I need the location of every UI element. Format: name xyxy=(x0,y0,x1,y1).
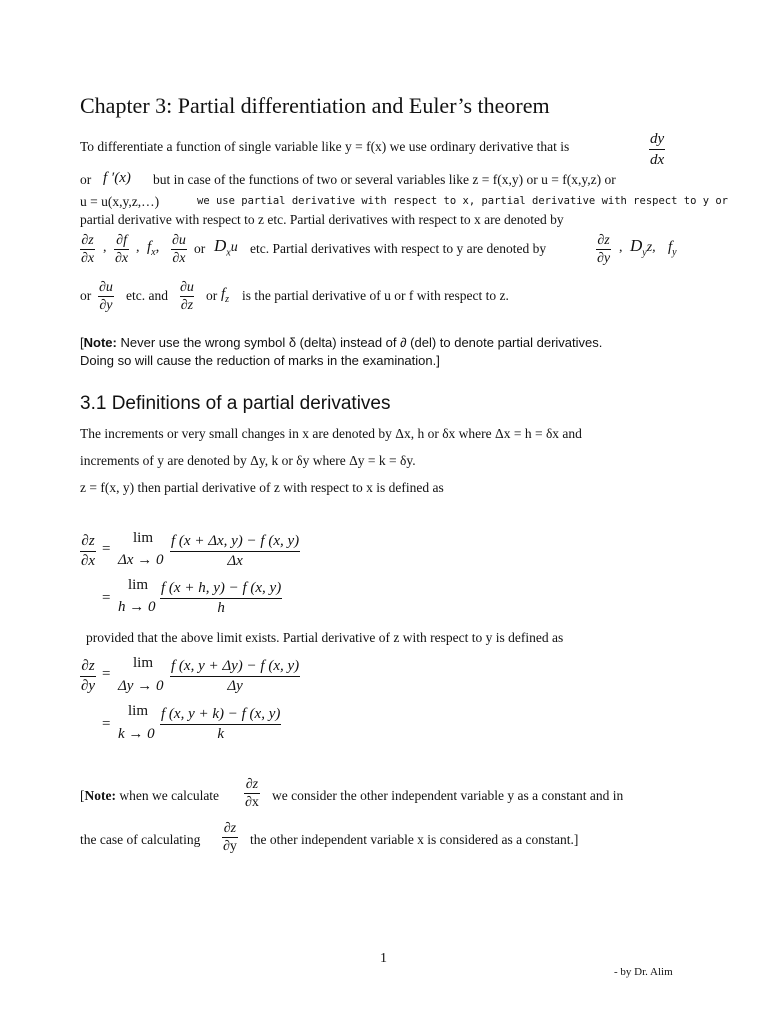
frac-denominator: ∂y xyxy=(223,839,237,854)
defs-line-3: z = f(x, y) then partial derivative of z with respect to x is defined as xyxy=(80,480,444,495)
dz-dy-fraction xyxy=(596,232,611,267)
note-2-line-2-end: the other independent variable x is considered as a constant.] xyxy=(250,832,579,847)
frac-numerator: ∂z xyxy=(81,533,95,549)
frac-denominator: ∂x xyxy=(245,795,259,810)
frac-denominator: ∂y xyxy=(99,298,113,313)
frac-denominator: ∂x xyxy=(172,251,186,266)
chapter-title: Chapter 3: Partial differentiation and Euler’s theorem xyxy=(80,93,550,118)
frac-numerator: ∂z xyxy=(245,777,259,792)
frac-numerator: ∂z xyxy=(223,821,237,836)
intro-line-1: To differentiate a function of single variable like y = f(x) we use ordinary derivative that is xyxy=(80,139,570,154)
lim-label: lim xyxy=(133,655,154,671)
eq2-rhs-fraction-1 xyxy=(170,657,300,696)
section-title: 3.1 Definitions of a partial derivatives xyxy=(80,393,391,414)
lim-subscript: Δy → 0 xyxy=(118,678,164,694)
frac-numerator: ∂z xyxy=(81,233,94,248)
fx-symbol xyxy=(147,239,159,258)
defs-line-1: The increments or very small changes in x are denoted by Δx, h or δx where Δx = h = δx and xyxy=(80,426,582,441)
df-dx-fraction xyxy=(114,232,129,267)
note-2-line-2-start: the case of calculating xyxy=(80,832,201,847)
intro-line-6-etc: etc. and xyxy=(126,288,168,303)
provided-line: provided that the above limit exists. Partial derivative of z with respect to y is defined as xyxy=(86,630,564,645)
du-dx-fraction xyxy=(171,232,187,267)
intro-line-6-or: or xyxy=(80,288,92,303)
dz-dx-fraction xyxy=(80,232,95,267)
frac-denominator: ∂y xyxy=(597,251,611,266)
bracket: [ xyxy=(80,788,85,803)
frac-numerator: ∂z xyxy=(81,658,95,674)
eq1-rhs-fraction-2 xyxy=(160,579,282,618)
lim-subscript: k → 0 xyxy=(118,726,155,742)
d-letter: D xyxy=(630,236,643,255)
lim-label: lim xyxy=(128,703,149,719)
note-label: Note: xyxy=(84,788,116,803)
f-letter: f xyxy=(668,239,673,255)
intro-line-6-or2: or xyxy=(206,288,218,303)
dz-dx-note-fraction xyxy=(244,776,260,811)
d-letter: D xyxy=(214,236,227,255)
f-letter: f xyxy=(147,239,152,255)
du-dy-fraction xyxy=(98,279,114,314)
equals-sign: = xyxy=(102,716,111,732)
note-1-line-2: Doing so will cause the reduction of marks in the examination.] xyxy=(80,353,440,368)
note-text: when we calculate xyxy=(119,788,220,803)
note-2-line-1-start xyxy=(80,788,219,804)
eq2-lhs-fraction xyxy=(80,657,96,696)
frac-numerator: f (x, y + k) − f (x, y) xyxy=(161,706,281,722)
intro-line-6-text: is the partial derivative of u or f with respect to z. xyxy=(242,288,509,303)
lim-subscript: Δx → 0 xyxy=(118,552,164,568)
equals-sign: = xyxy=(102,590,111,606)
u-letter: u xyxy=(230,240,238,255)
intro-line-2-or: or xyxy=(80,172,92,187)
intro-line-3-a: u = u(x,y,z,…) xyxy=(80,194,160,209)
frac-numerator: ∂z xyxy=(597,233,610,248)
subscript: y xyxy=(642,247,647,259)
subscript: y xyxy=(672,247,677,258)
note-text: Never use the wrong symbol δ (delta) instead of ∂ (del) to denote partial derivatives. xyxy=(120,335,603,350)
comma: , xyxy=(103,240,107,255)
frac-denominator: ∂y xyxy=(81,678,96,694)
frac-numerator: ∂u xyxy=(180,280,194,295)
defs-line-2: increments of y are denoted by Δy, k or δy where Δy = k = δy. xyxy=(80,453,416,468)
intro-line-2-text: but in case of the functions of two or several variables like z = f(x,y) or u = f(x,y,z) or xyxy=(153,172,616,187)
lim-label: lim xyxy=(133,530,154,546)
frac-numerator: ∂f xyxy=(116,233,127,248)
frac-denominator: ∂x xyxy=(81,553,96,569)
intro-line-5-text: etc. Partial derivatives with respect to y are denoted by xyxy=(250,241,547,256)
note-label: Note: xyxy=(83,335,117,350)
lim-subscript: h → 0 xyxy=(118,599,156,615)
comma: , xyxy=(155,239,160,255)
frac-numerator: ∂u xyxy=(172,233,186,248)
lim-label: lim xyxy=(128,577,149,593)
frac-numerator: ∂u xyxy=(99,280,113,295)
equals-sign: = xyxy=(102,541,111,557)
fy-symbol xyxy=(668,239,677,258)
f-letter: f xyxy=(221,286,226,302)
comma: , xyxy=(619,240,623,255)
frac-denominator: k xyxy=(160,724,281,744)
dy-dx-fraction xyxy=(649,129,665,170)
or-text: or xyxy=(194,241,206,256)
f-prime-x: f ′(x) xyxy=(103,170,131,186)
dyz-symbol xyxy=(630,236,656,258)
frac-denominator: dx xyxy=(649,149,665,170)
dxu-symbol xyxy=(214,236,238,258)
eq1-rhs-fraction-1 xyxy=(170,532,300,571)
author-credit: - by Dr. Alim xyxy=(614,966,673,978)
frac-numerator: f (x + Δx, y) − f (x, y) xyxy=(171,533,300,549)
frac-numerator: f (x, y + Δy) − f (x, y) xyxy=(171,658,300,674)
intro-line-3-b: we use partial derivative with respect to x, partial derivative with respect to y or xyxy=(197,195,729,207)
frac-denominator: ∂x xyxy=(115,251,129,266)
frac-denominator: Δy xyxy=(170,676,300,696)
frac-numerator: f (x + h, y) − f (x, y) xyxy=(161,580,282,596)
equals-sign: = xyxy=(102,666,111,682)
eq2-rhs-fraction-2 xyxy=(160,705,281,744)
comma: , xyxy=(136,240,140,255)
z-letter: z, xyxy=(646,240,656,255)
du-dz-fraction xyxy=(179,279,195,314)
frac-denominator: Δx xyxy=(170,551,300,571)
subscript: x xyxy=(151,247,156,258)
note-1-line-1 xyxy=(80,335,602,350)
frac-numerator: dy xyxy=(650,131,665,147)
page-number: 1 xyxy=(380,951,387,966)
dz-dy-note-fraction xyxy=(222,820,238,855)
intro-line-4: partial derivative with respect to z etc. Partial derivatives with respect to x are denoted by xyxy=(80,212,564,227)
frac-denominator: h xyxy=(160,598,282,618)
frac-denominator: ∂z xyxy=(180,298,194,313)
fz-symbol xyxy=(221,286,229,305)
bracket: [ xyxy=(80,335,84,350)
eq1-lhs-fraction xyxy=(80,532,96,571)
note-2-line-1-end: we consider the other independent variable y as a constant and in xyxy=(272,788,624,803)
subscript: z xyxy=(225,294,230,305)
frac-denominator: ∂x xyxy=(81,251,95,266)
subscript: x xyxy=(226,247,231,259)
